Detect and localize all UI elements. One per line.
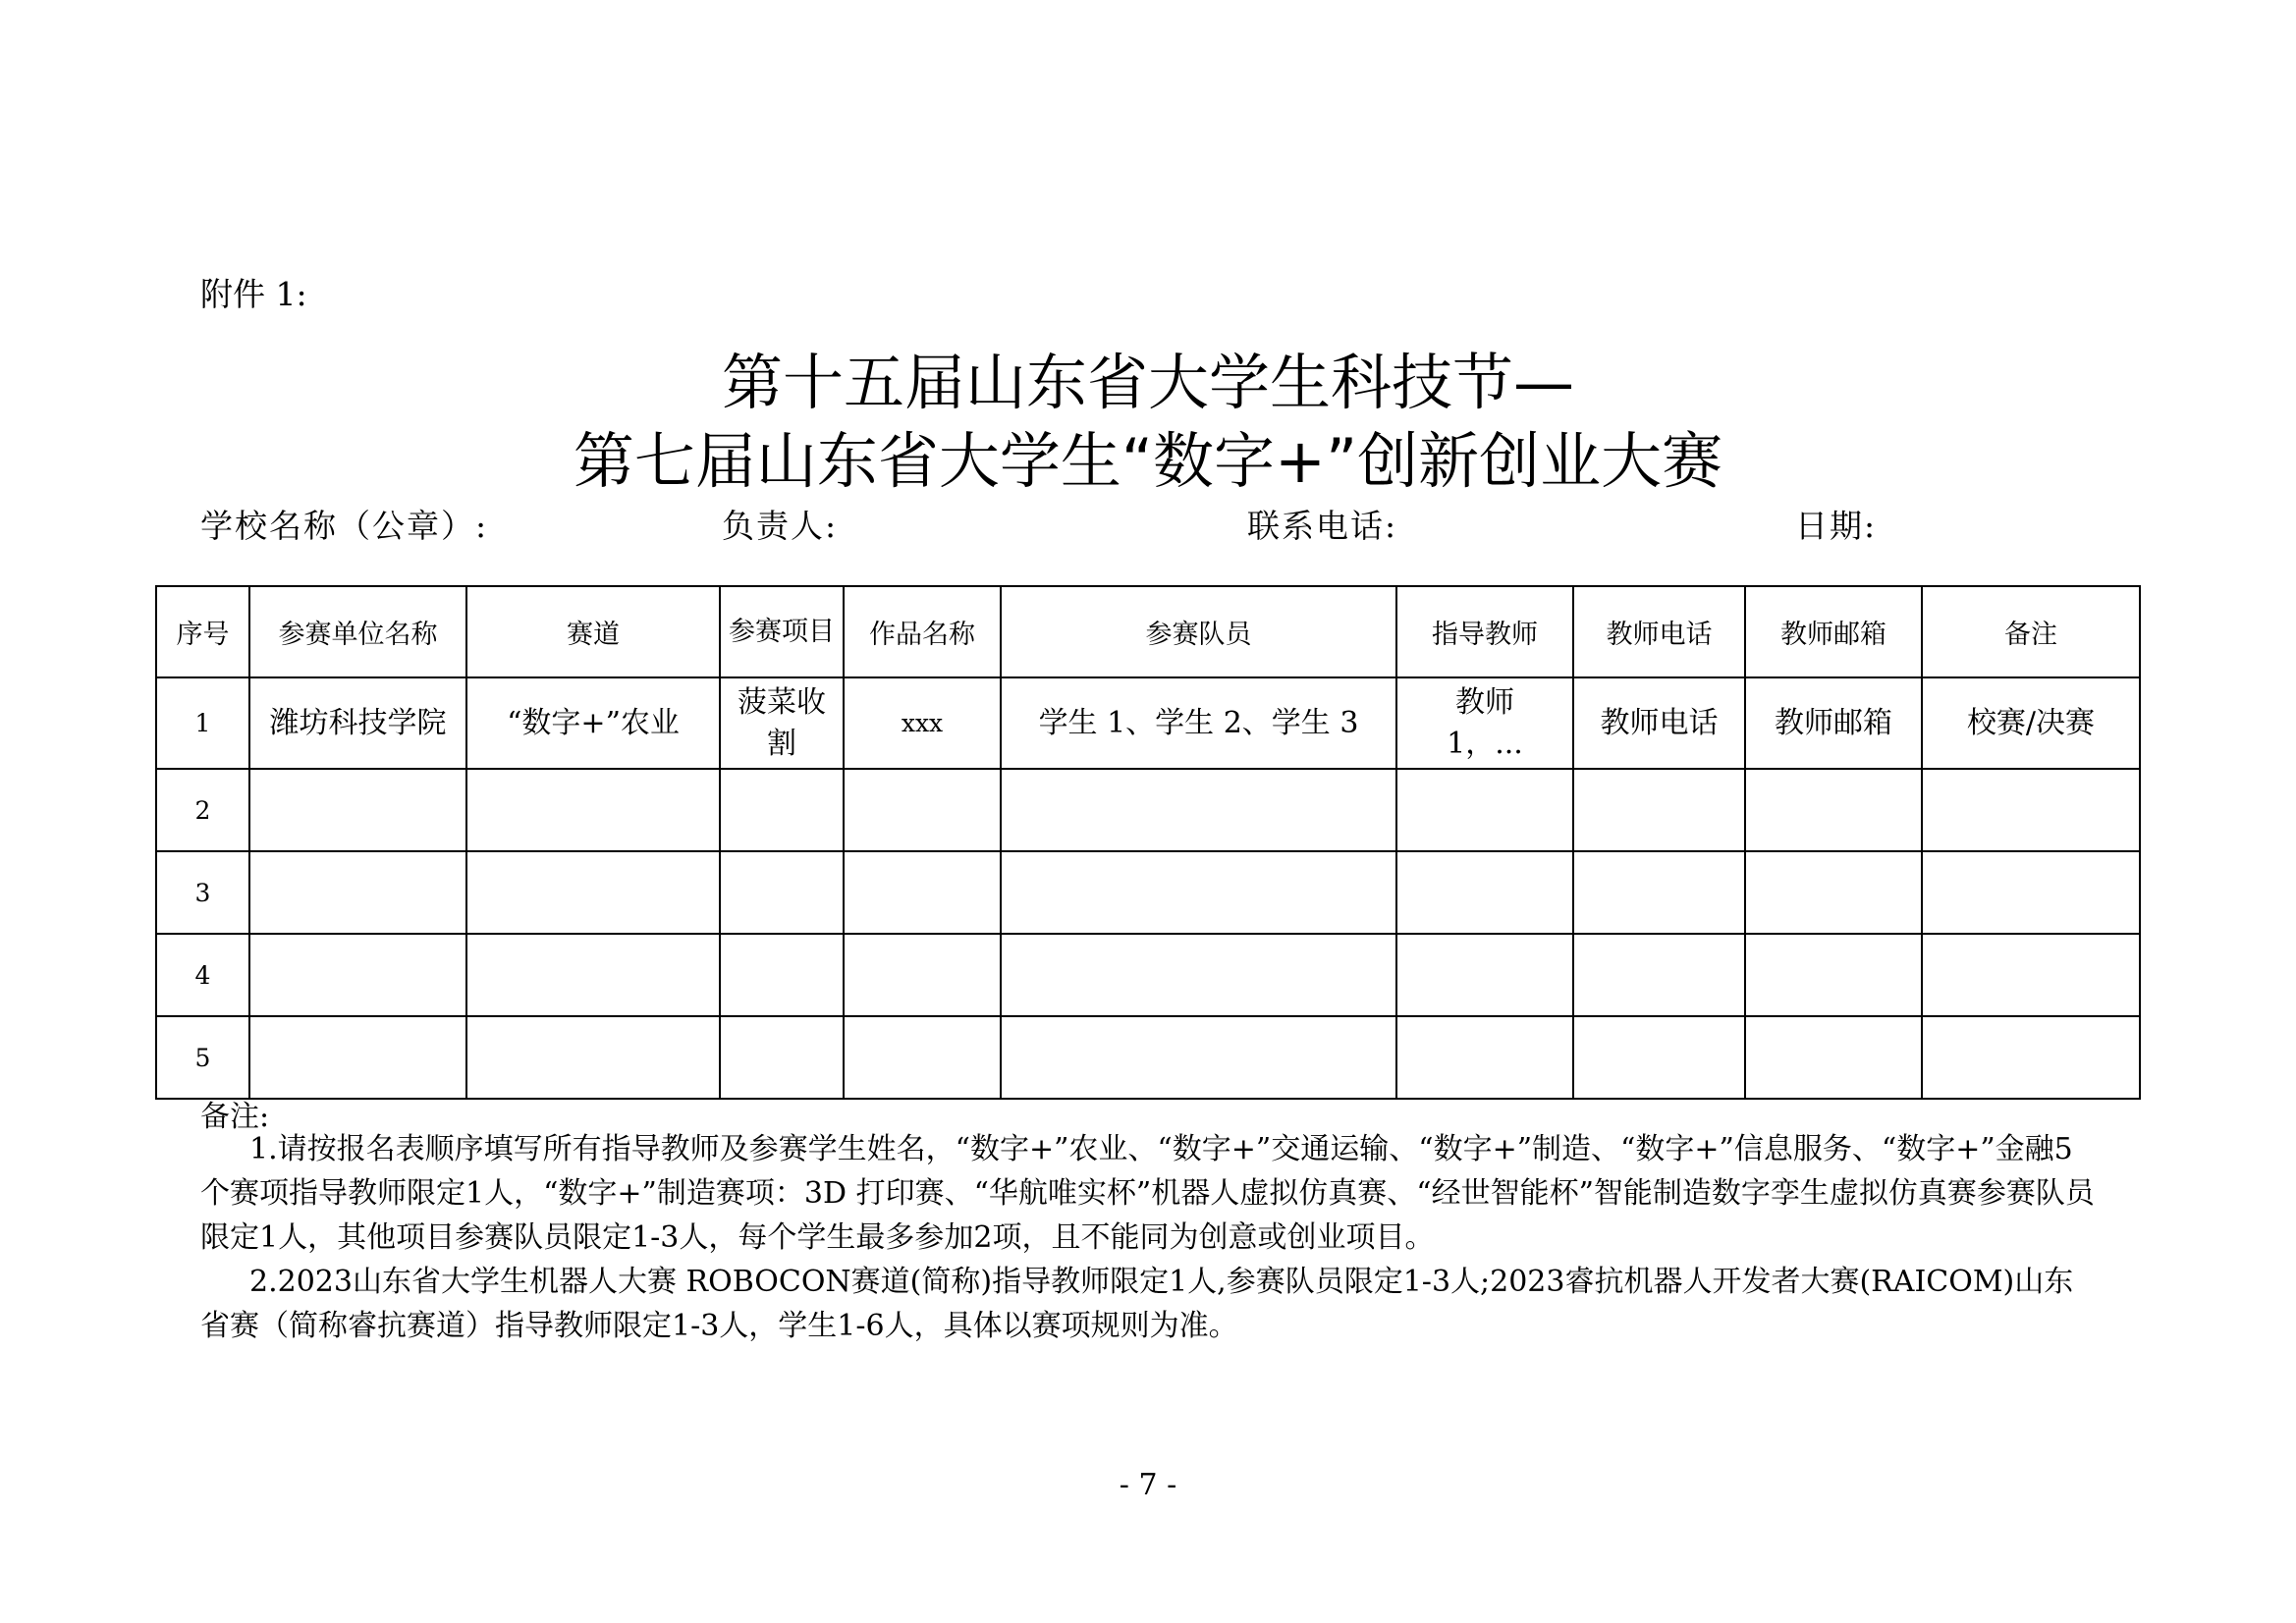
table-cell xyxy=(1573,934,1745,1016)
table-cell xyxy=(249,851,466,934)
attachment-label: 附件 1: xyxy=(200,275,307,313)
table-row xyxy=(156,769,2140,851)
table-cell xyxy=(844,769,1001,851)
header-cell: 参赛队员 xyxy=(1001,586,1396,677)
table-cell xyxy=(466,769,720,851)
header-cell: 参赛单位名称 xyxy=(249,586,466,677)
table-cell xyxy=(1745,769,1922,851)
table-cell xyxy=(1745,934,1922,1016)
table-cell xyxy=(1001,769,1396,851)
header-cell: 备注 xyxy=(1922,586,2140,677)
table-cell xyxy=(844,851,1001,934)
table-cell xyxy=(1396,769,1573,851)
table-cell xyxy=(466,851,720,934)
table-cell: 校赛/决赛 xyxy=(1922,677,2140,769)
note-item-2: 2.2023山东省大学生机器人大赛 ROBOCON赛道(简称)指导教师限定1人,参赛队员限定1-3人;2023睿抗机器人开发者大赛(RAICOM)山东省赛（简称睿抗赛道）指导教师限定1-3人，学生1-6人，具体以赛项规则为准。 xyxy=(200,1265,2074,1343)
table-cell xyxy=(720,1016,844,1099)
table-cell xyxy=(1745,851,1922,934)
registration-table xyxy=(155,585,2141,1100)
table-cell xyxy=(249,1016,466,1099)
title-line-1: 第十五届山东省大学生科技节— xyxy=(721,347,1574,418)
table-cell: 教师1，... xyxy=(1396,677,1573,769)
table-cell xyxy=(1396,851,1573,934)
table-cell: 教师电话 xyxy=(1573,677,1745,769)
notes-heading: 备注: xyxy=(200,1100,270,1134)
table-cell xyxy=(720,851,844,934)
table-cell: 菠菜收割 xyxy=(720,677,844,769)
note-item-1: 1.请按报名表顺序填写所有指导教师及参赛学生姓名，“数字+”农业、“数字+”交通运输、“数字+”制造、“数字+”信息服务、“数字+”金融5个赛项指导教师限定1人，“数字+”制造赛项：3D 打印赛、“华航唯实杯”机器人虚拟仿真赛、“经世智能杯”智能制造数字孪生虚拟仿真赛参赛队员限定1人，其他项目参赛队员限定1-3人，每个学生最多参加2项，且不能同为创意或创业项目。 xyxy=(200,1132,2095,1255)
table-cell: 3 xyxy=(156,851,249,934)
table-row xyxy=(156,1016,2140,1099)
table-cell xyxy=(466,934,720,1016)
table-cell xyxy=(1922,1016,2140,1099)
table-cell xyxy=(844,934,1001,1016)
table-row xyxy=(156,677,2140,769)
header-cell: 序号 xyxy=(156,586,249,677)
table-cell: 1 xyxy=(156,677,249,769)
table-cell xyxy=(1573,769,1745,851)
table-cell xyxy=(720,934,844,1016)
date-label: 日期: xyxy=(1795,507,1878,545)
page-number: - 7 - xyxy=(1119,1468,1177,1502)
table-cell: “数字+”农业 xyxy=(466,677,720,769)
table-cell: 4 xyxy=(156,934,249,1016)
table-cell: 2 xyxy=(156,769,249,851)
table-cell xyxy=(844,1016,1001,1099)
table-cell xyxy=(1001,1016,1396,1099)
table-cell xyxy=(1396,934,1573,1016)
contact-phone-label: 联系电话: xyxy=(1247,507,1398,545)
header-cell: 参赛项目 xyxy=(720,586,844,677)
header-cell: 作品名称 xyxy=(844,586,1001,677)
header-cell: 指导教师 xyxy=(1396,586,1573,677)
table-cell: xxx xyxy=(844,677,1001,769)
table-cell xyxy=(1573,1016,1745,1099)
table-cell xyxy=(1922,851,2140,934)
title-line-2: 第七届山东省大学生“数字+”创新创业大赛 xyxy=(573,425,1723,497)
table-cell xyxy=(1745,1016,1922,1099)
table-cell xyxy=(249,769,466,851)
table-cell: 潍坊科技学院 xyxy=(249,677,466,769)
table-cell xyxy=(1922,934,2140,1016)
table-cell xyxy=(1922,769,2140,851)
school-name-label: 学校名称（公章）: xyxy=(200,507,489,545)
table-cell: 教师邮箱 xyxy=(1745,677,1922,769)
table-row xyxy=(156,851,2140,934)
table-cell xyxy=(720,769,844,851)
table-cell xyxy=(466,1016,720,1099)
table-cell xyxy=(1396,1016,1573,1099)
table-cell xyxy=(1001,934,1396,1016)
table-cell: 5 xyxy=(156,1016,249,1099)
header-cell: 教师电话 xyxy=(1573,586,1745,677)
header-cell: 赛道 xyxy=(466,586,720,677)
leader-label: 负责人: xyxy=(722,507,839,545)
table-cell xyxy=(1001,851,1396,934)
table-cell xyxy=(1573,851,1745,934)
table-row xyxy=(156,934,2140,1016)
table-cell xyxy=(249,934,466,1016)
table-cell: 学生 1、学生 2、学生 3 xyxy=(1001,677,1396,769)
table-header-row xyxy=(156,586,2140,677)
header-cell: 教师邮箱 xyxy=(1745,586,1922,677)
